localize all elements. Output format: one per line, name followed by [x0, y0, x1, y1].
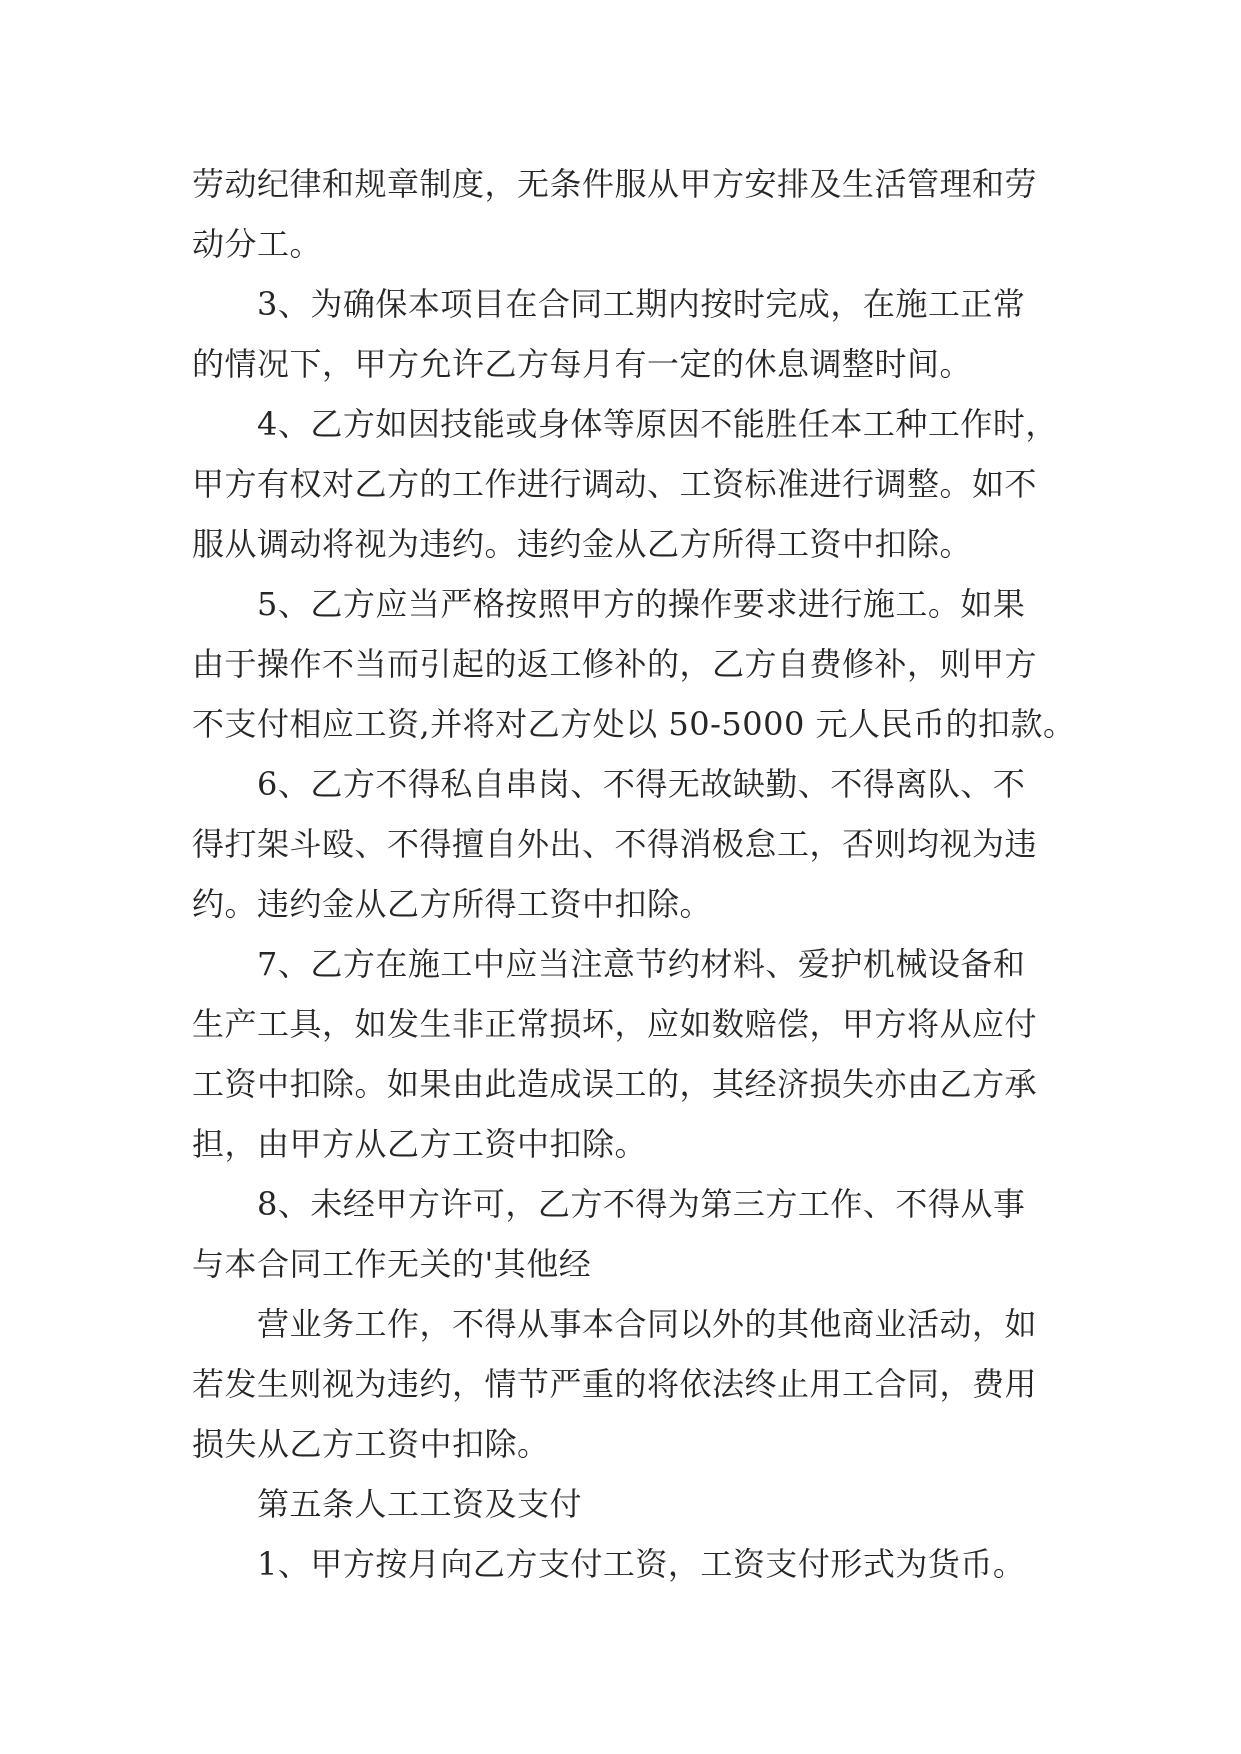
text-line: 动分工。	[192, 225, 323, 263]
text-line: 担，由甲方从乙方工资中扣除。	[192, 1125, 648, 1163]
text-line: 得打架斗殴、不得擅自外出、不得消极怠工，否则均视为违	[192, 825, 1038, 863]
text-line: 8、未经甲方许可，乙方不得为第三方工作、不得从事	[192, 1185, 1026, 1223]
text-line: 若发生则视为违约，情节严重的将依法终止用工合同，费用	[192, 1365, 1038, 1403]
contract-body-text	[192, 154, 1076, 1594]
text-line: 甲方有权对乙方的工作进行调动、工资标准进行调整。如不	[192, 465, 1038, 503]
text-line: 5、乙方应当严格按照甲方的操作要求进行施工。如果	[192, 585, 1026, 623]
section-heading: 第五条人工工资及支付	[192, 1485, 583, 1523]
text-line: 损失从乙方工资中扣除。	[192, 1425, 550, 1463]
text-line: 不支付相应工资,并将对乙方处以 50-5000 元人民币的扣款。	[192, 705, 1076, 743]
text-line: 4、乙方如因技能或身体等原因不能胜任本工种工作时，	[192, 405, 1058, 443]
text-line: 工资中扣除。如果由此造成误工的，其经济损失亦由乙方承	[192, 1065, 1038, 1103]
text-line: 劳动纪律和规章制度，无条件服从甲方安排及生活管理和劳	[192, 165, 1038, 203]
text-line: 的情况下，甲方允许乙方每月有一定的休息调整时间。	[192, 345, 973, 383]
text-line: 7、乙方在施工中应当注意节约材料、爱护机械设备和	[192, 945, 1026, 983]
text-line: 3、为确保本项目在合同工期内按时完成，在施工正常	[192, 285, 1026, 323]
text-line: 约。违约金从乙方所得工资中扣除。	[192, 885, 713, 923]
text-line: 6、乙方不得私自串岗、不得无故缺勤、不得离队、不	[192, 765, 1026, 803]
text-line: 生产工具，如发生非正常损坏，应如数赔偿，甲方将从应付	[192, 1005, 1038, 1043]
text-line: 营业务工作，不得从事本合同以外的其他商业活动，如	[192, 1305, 1038, 1343]
text-line: 服从调动将视为违约。违约金从乙方所得工资中扣除。	[192, 525, 973, 563]
text-line: 1、甲方按月向乙方支付工资，工资支付形式为货币。	[192, 1545, 1026, 1583]
text-line: 与本合同工作无关的'其他经	[192, 1245, 592, 1283]
text-line: 由于操作不当而引起的返工修补的，乙方自费修补，则甲方	[192, 645, 1038, 683]
